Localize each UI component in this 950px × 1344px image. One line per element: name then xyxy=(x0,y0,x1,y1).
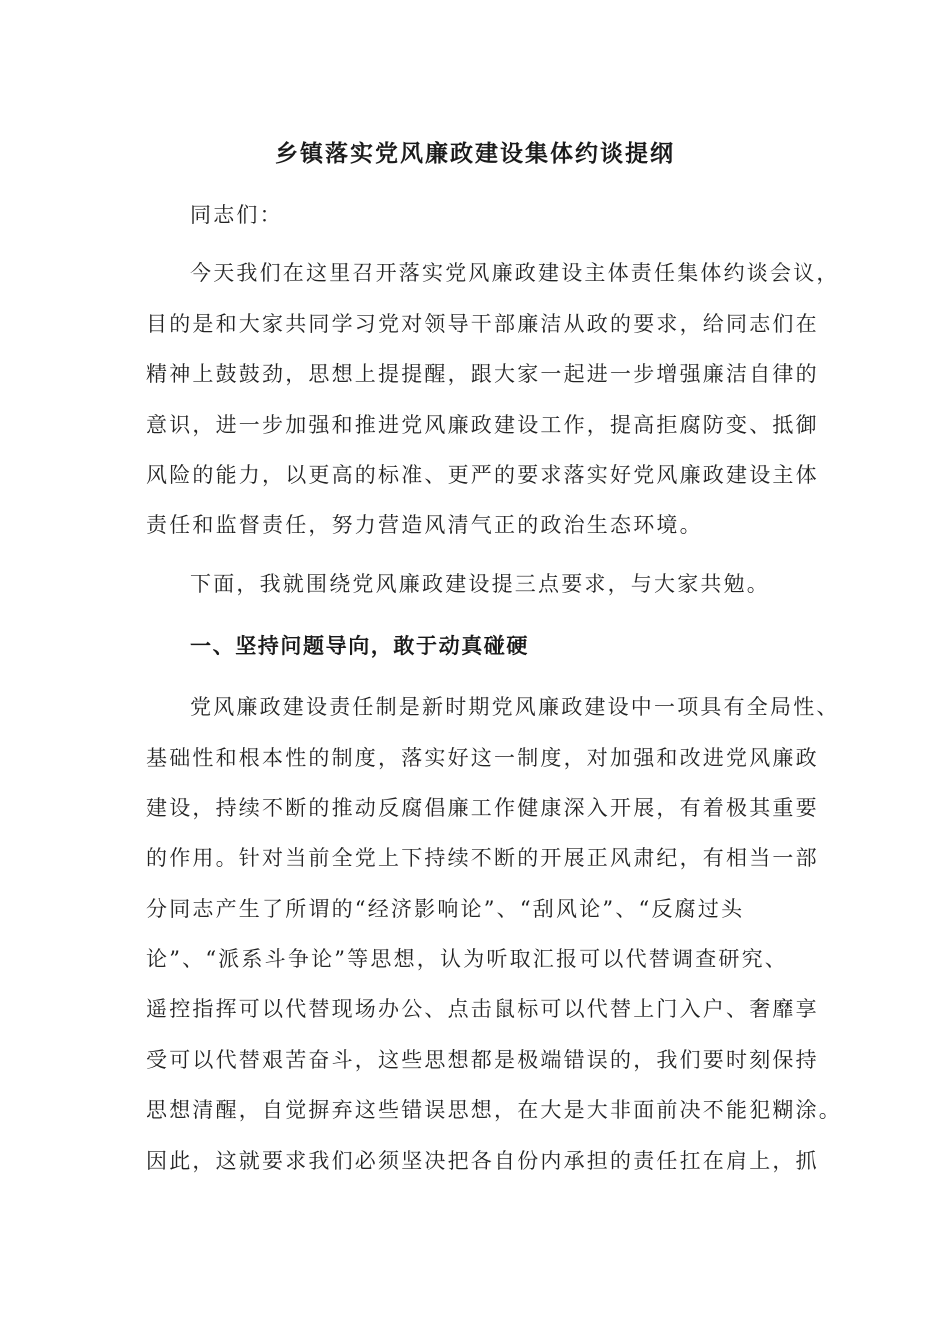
paragraph-line: 风险的能力，以更高的标准、更严的要求落实好党风廉政建设主体 xyxy=(146,463,819,487)
document-title: 乡镇落实党风廉政建设集体约谈提纲 xyxy=(275,140,675,167)
paragraph-line: 基础性和根本性的制度，落实好这一制度，对加强和改进党风廉政 xyxy=(146,746,819,770)
paragraph-line: 受可以代替艰苦奋斗，这些思想都是极端错误的，我们要时刻保持 xyxy=(146,1048,819,1072)
paragraph-line: 论”、“派系斗争论”等思想，认为听取汇报可以代替调查研究、 xyxy=(146,947,789,971)
salutation: 同志们： xyxy=(190,203,283,227)
paragraph-line: 目的是和大家共同学习党对领导干部廉洁从政的要求，给同志们在 xyxy=(146,312,819,336)
paragraph-line: 责任和监督责任，努力营造风清气正的政治生态环境。 xyxy=(146,513,703,537)
paragraph-line: 党风廉政建设责任制是新时期党风廉政建设中一项具有全局性、 xyxy=(190,695,840,719)
paragraph-line: 的作用。针对当前全党上下持续不断的开展正风肃纪，有相当一部 xyxy=(146,846,819,870)
paragraph-line: 遥控指挥可以代替现场办公、点击鼠标可以代替上门入户、奢靡享 xyxy=(146,997,819,1021)
paragraph-line: 建设，持续不断的推动反腐倡廉工作健康深入开展，有着极其重要 xyxy=(146,796,819,820)
paragraph-line: 下面，我就围绕党风廉政建设提三点要求，与大家共勉。 xyxy=(190,572,770,596)
paragraph-line: 精神上鼓鼓劲，思想上提提醒，跟大家一起进一步增强廉洁自律的 xyxy=(146,362,819,386)
section-heading: 一、坚持问题导向，敢于动真碰硬 xyxy=(190,633,529,658)
paragraph-line: 思想清醒，自觉摒弃这些错误思想，在大是大非面前决不能犯糊涂。 xyxy=(146,1098,842,1122)
paragraph-line: 因此，这就要求我们必须坚决把各自份内承担的责任扛在肩上，抓 xyxy=(146,1149,819,1173)
paragraph-line: 分同志产生了所谓的“经济影响论”、“刮风论”、“反腐过头 xyxy=(146,897,745,921)
paragraph-line: 意识，进一步加强和推进党风廉政建设工作，提高拒腐防变、抵御 xyxy=(146,413,819,437)
paragraph-line: 今天我们在这里召开落实党风廉政建设主体责任集体约谈会议， xyxy=(190,261,840,285)
